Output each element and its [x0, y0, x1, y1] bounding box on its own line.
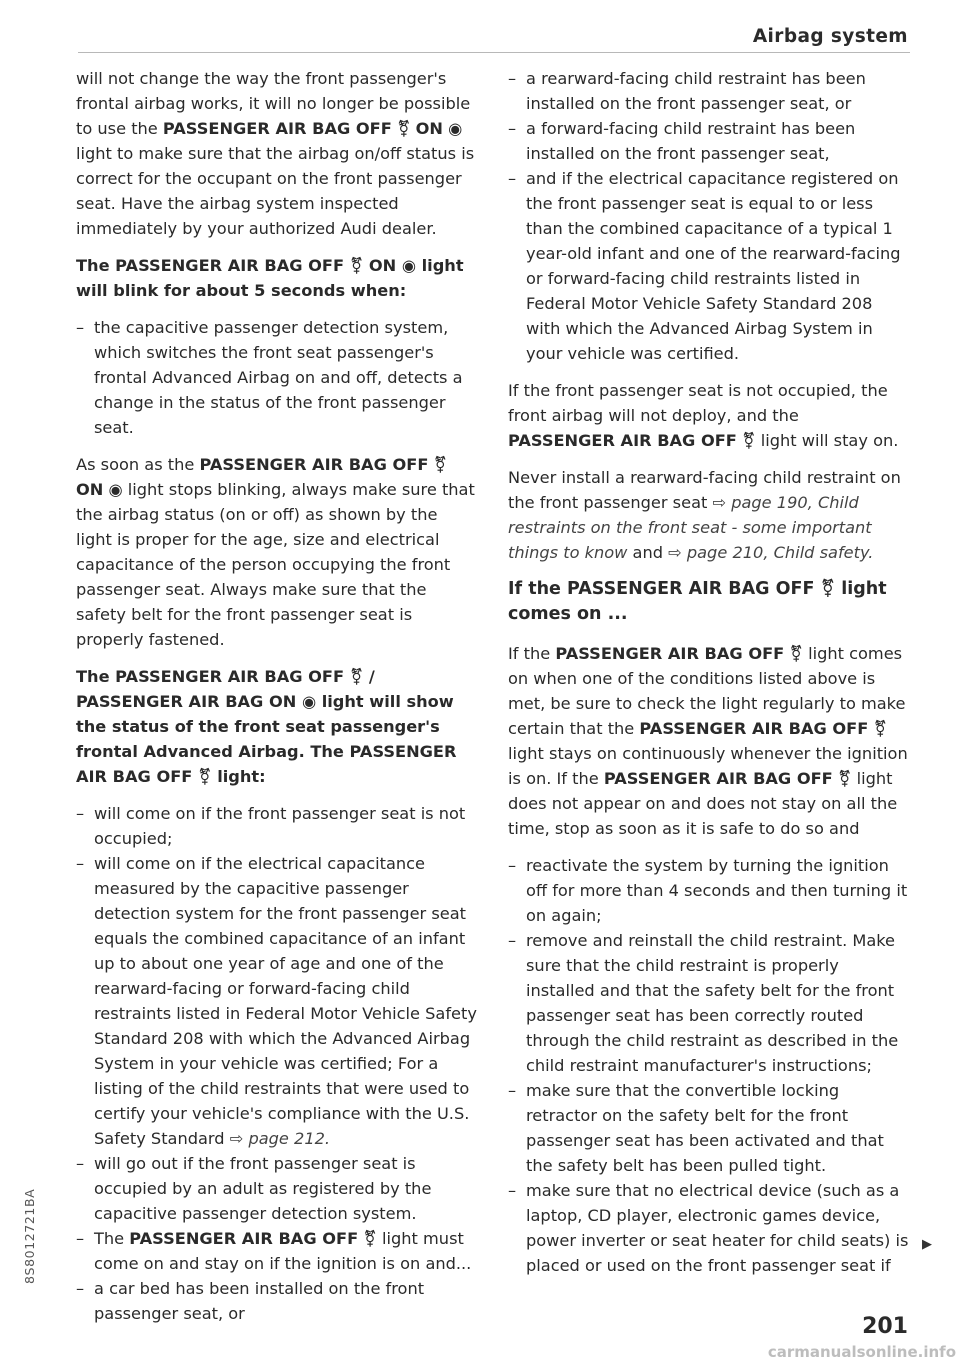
list-item: – will come on if the front passenger seat is not occupied;	[76, 801, 478, 851]
passenger-airbag-on-icon: ◉	[301, 692, 317, 711]
header-divider	[78, 52, 910, 53]
passenger-airbag-on-icon: ◉	[108, 480, 123, 499]
dash-list	[508, 853, 910, 1278]
passenger-airbag-off-icon: ⚧	[197, 767, 212, 786]
list-item: – a car bed has been installed on the front passenger seat, or	[76, 1276, 478, 1326]
passenger-airbag-off-icon: ⚧	[789, 644, 803, 663]
paragraph: Never install a rearward-facing child restraint on the front passenger seat ⇨ page 190, Child restraints on the front seat - some important things to know and ⇨ page 210, Child safety.	[508, 468, 901, 562]
passenger-airbag-off-icon: ⚧	[873, 719, 888, 738]
page-reference-link[interactable]: ⇨ page 190, Child restraints on the front seat - some important things to know	[508, 493, 872, 562]
passenger-airbag-off-icon: ⚧	[349, 667, 364, 686]
page-header-title: Airbag system	[752, 26, 908, 47]
passenger-airbag-off-icon: ⚧	[363, 1229, 377, 1248]
list-item: – will come on if the electrical capacitance measured by the capacitive passenger detection system for the front passenger seat equals the combined capacitance of an infant up to about one year of age and one of the rearward-facing or forward-facing child restraints listed in Federal Motor Vehicle Safety Standard 208 with which the Advanced Airbag System in your vehicle was certified; For a listing of the child restraints that were used to certify your vehicle's compliance with the U.S. Safety Standard ⇨ page 212.	[76, 851, 478, 1151]
right-column	[508, 66, 910, 1290]
left-column	[76, 66, 478, 1338]
passenger-airbag-on-icon: ◉	[448, 119, 463, 138]
list-item: – will go out if the front passenger seat is occupied by an adult as registered by the capacitive passenger detection system.	[76, 1151, 478, 1226]
passenger-airbag-on-icon: ◉	[401, 256, 416, 275]
paragraph: As soon as the PASSENGER AIR BAG OFF ⚧ ON ◉ light stops blinking, always make sure that the airbag status (on or off) as shown by the light is proper for the age, size and electrical capacitance of the person occupying the front passenger seat. Always make sure that the safety belt for the front passenger seat is properly fastened.	[76, 455, 475, 649]
passenger-airbag-off-icon: ⚧	[837, 769, 852, 788]
passenger-airbag-off-icon: ⚧	[742, 431, 756, 450]
passenger-airbag-off-icon: ⚧	[433, 455, 448, 474]
dash-list	[76, 315, 478, 440]
document-code: 8S8012721BA	[22, 1188, 37, 1284]
continue-arrow-icon: ▶	[922, 1237, 932, 1252]
passenger-airbag-off-icon: ⚧	[396, 119, 411, 138]
passenger-airbag-off-icon: ⚧	[349, 256, 364, 275]
list-item: – and if the electrical capacitance registered on the front passenger seat is equal to or less than the combined capacitance of a typical 1 year-old infant and one of the rearward-facing or forward-facing child restraints listed in Federal Motor Vehicle Safety Standard 208 with which the Advanced Airbag System in your vehicle was certified.	[508, 166, 910, 366]
paragraph: If the PASSENGER AIR BAG OFF ⚧ light comes on when one of the conditions listed above is met, be sure to check the light regularly to make certain that the PASSENGER AIR BAG OFF ⚧ light stays on continuously whenever the ignition is on. If the PASSENGER AIR BAG OFF ⚧ light does not appear on and does not stay on all the time, stop as soon as it is safe to do so and	[508, 644, 908, 838]
list-item: – The PASSENGER AIR BAG OFF ⚧ light must come on and stay on if the ignition is on and...	[76, 1226, 478, 1276]
dash-list	[508, 66, 910, 366]
section-heading: If the PASSENGER AIR BAG OFF ⚧ light comes on ...	[508, 579, 887, 624]
dash-list	[76, 801, 478, 1326]
list-item: – reactivate the system by turning the ignition off for more than 4 seconds and then turning it on again;	[508, 853, 910, 928]
section-heading: The PASSENGER AIR BAG OFF ⚧ / PASSENGER AIR BAG ON ◉ light will show the status of the front seat passenger's frontal Advanced Airbag. The PASSENGER AIR BAG OFF ⚧ light:	[76, 667, 457, 786]
paragraph: will not change the way the front passenger's frontal airbag works, it will no longer be possible to use the PASSENGER AIR BAG OFF ⚧ ON ◉ light to make sure that the airbag on/off status is correct for the occupant on the front passenger seat. Have the airbag system inspected immediately by your authorized Audi dealer.	[76, 69, 475, 238]
list-item: – a forward-facing child restraint has been installed on the front passenger seat,	[508, 116, 910, 166]
page-reference-link[interactable]: ⇨ page 210, Child safety.	[668, 543, 874, 562]
watermark: carmanualsonline.info	[767, 1343, 956, 1361]
page-number: 201	[862, 1314, 908, 1339]
list-item: – remove and reinstall the child restraint. Make sure that the child restraint is properly installed and that the safety belt for the front passenger seat has been correctly routed through the child restraint as described in the child restraint manufacturer's instructions;	[508, 928, 910, 1078]
list-item: – a rearward-facing child restraint has been installed on the front passenger seat, or	[508, 66, 910, 116]
section-heading: The PASSENGER AIR BAG OFF ⚧ ON ◉ light will blink for about 5 seconds when:	[76, 256, 464, 300]
paragraph: If the front passenger seat is not occupied, the front airbag will not deploy, and the PASSENGER AIR BAG OFF ⚧ light will stay on.	[508, 381, 899, 450]
list-item: – make sure that the convertible locking retractor on the safety belt for the front passenger seat has been activated and that the safety belt has been pulled tight.	[508, 1078, 910, 1178]
list-item: – the capacitive passenger detection system, which switches the front seat passenger's frontal Advanced Airbag on and off, detects a change in the status of the front passenger seat.	[76, 315, 478, 440]
passenger-airbag-off-icon: ⚧	[820, 579, 836, 599]
list-item: – make sure that no electrical device (such as a laptop, CD player, electronic games device, power inverter or seat heater for child seats) is placed or used on the front passenger seat if	[508, 1178, 910, 1278]
page-reference-link[interactable]: ⇨ page 212.	[229, 1129, 331, 1148]
